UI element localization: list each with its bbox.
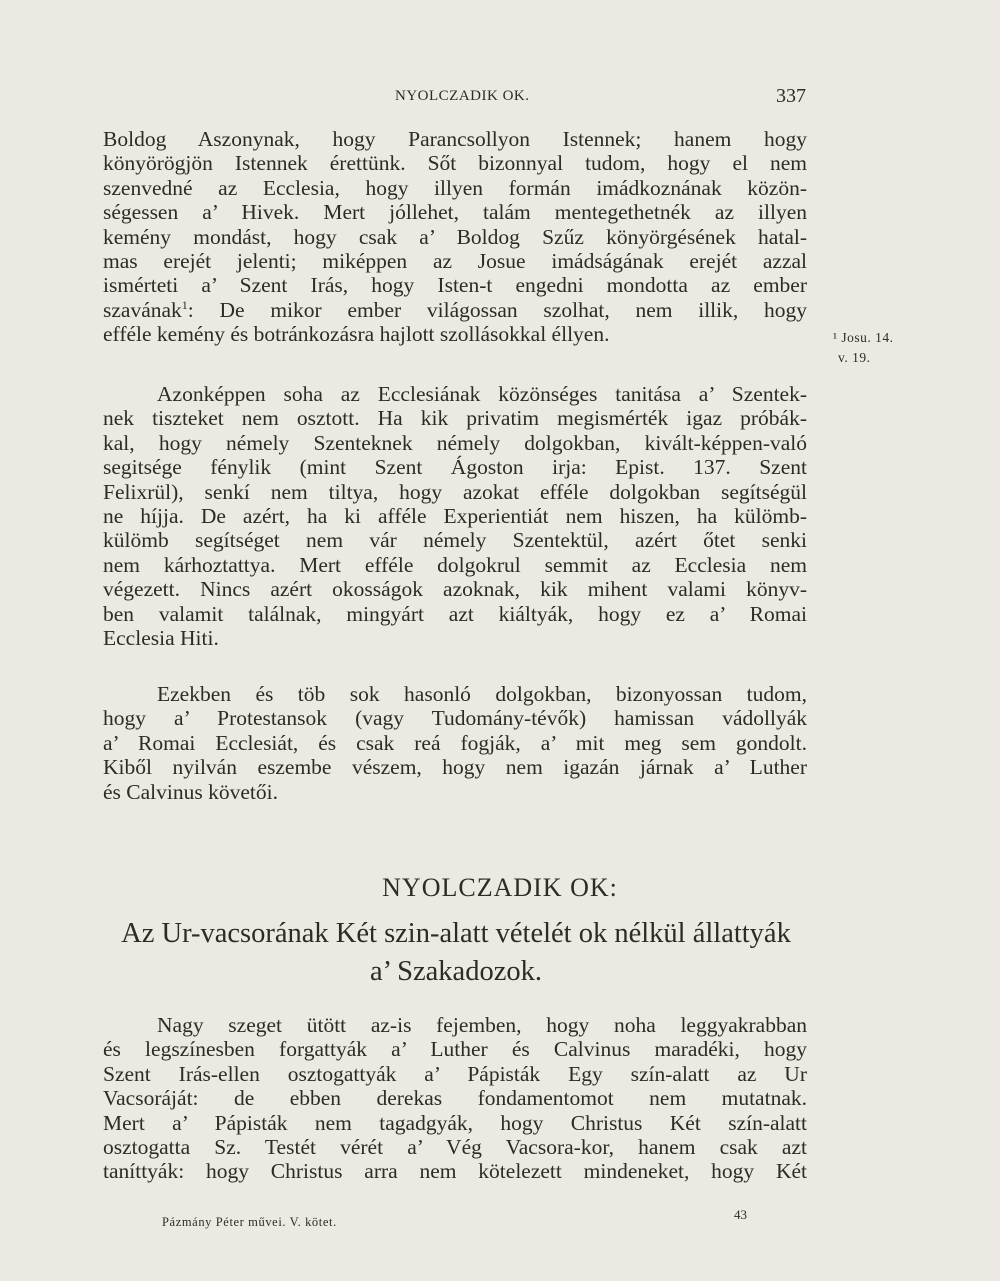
text-line: taníttyák: hogy Christus arra nem kötelezett mindeneket, hogy Két — [103, 1159, 807, 1184]
text-line: efféle kemény és botránkozásra hajlott szollásokkal éllyen. — [103, 322, 610, 347]
line-continuation: : De mikor ember világossan szolhat, nem illik, hogy — [187, 297, 807, 322]
text-line: Boldog Aszonynak, hogy Parancsollyon Istennek; hanem hogy — [103, 127, 807, 151]
footnote-marker: 1 — [181, 297, 188, 312]
text-line: ne híjja. De azért, ha ki afféle Experientiát nem hiszen, ha külömb- — [103, 503, 807, 528]
text-line: ben valamit találnak, mingyárt azt kiáltyák, hogy ez a’ Romai — [103, 601, 807, 626]
text-line: ismérteti a’ Szent Irás, hogy Isten-t engedni mondotta az ember — [103, 273, 807, 298]
text-line: Szent Irás-ellen osztogattyák a’ Pápisták Egy szín-alatt az Ur — [103, 1061, 807, 1086]
text-line: Nagy szeget ütött az-is fejemben, hogy noha leggyakrabban — [157, 1013, 807, 1037]
footer-sheet-number: 43 — [734, 1207, 747, 1222]
text-line: Felixrül), senkí nem tiltya, hogy azokat efféle dolgokban segítségül — [103, 479, 807, 504]
text-line: végezett. Nincs azért okosságok azoknak, kik mihent valami könyv- — [103, 577, 807, 602]
subtitle-line: Az Ur-vacsorának Két szin-alatt vételét ok nélkül állattyák — [121, 918, 791, 949]
margin-note-reference: ¹ Josu. 14. — [833, 330, 894, 345]
text-line: kemény mondást, hogy csak a’ Boldog Szűz könyörgésének hatal- — [103, 224, 807, 249]
chapter-subtitle — [100, 915, 812, 991]
paragraph-2 — [103, 382, 807, 650]
paragraph-3 — [103, 682, 807, 804]
text-line: Ezekben és töb sok hasonló dolgokban, bizonyossan tudom, — [157, 682, 807, 706]
text-line: ségessen a’ Hivek. Mert jóllehet, talám mentegethetnék az illyen — [103, 200, 807, 225]
text-line: szenvedné az Ecclesia, hogy illyen formán imádkoznának közön- — [103, 175, 807, 200]
text-line: külömb segítséget nem vár némely Szentektül, azért őtet senki — [103, 528, 807, 553]
running-head: NYOLCZADIK OK. — [395, 88, 530, 104]
text-line: nem kárhoztattya. Mert efféle dolgokrul semmit az Ecclesia nem — [103, 552, 807, 577]
text-line: Vacsoráját: de ebben derekas fondamentomot nem mutatnak. — [103, 1086, 807, 1111]
paragraph-1 — [103, 127, 807, 347]
subtitle-line: a’ Szakadozok. — [370, 956, 542, 987]
text-line: Mert a’ Pápisták nem tagadgyák, hogy Christus Két szín-alatt — [103, 1110, 807, 1135]
text-line: könyörögjön Istennek érettünk. Sőt bizonnyal tudom, hogy el nem — [103, 151, 807, 176]
text-line: Azonképpen soha az Ecclesiának közönséges tanitása a’ Szentek- — [157, 382, 807, 406]
text-line: mas erejét jelenti; miképpen az Josue imádságának erejét azzal — [103, 248, 807, 273]
margin-note-verse: v. 19. — [838, 350, 871, 365]
text-line: Kiből nyilván eszembe vészem, hogy nem igazán járnak a’ Luther — [103, 755, 807, 780]
text-line: osztogatta Sz. Testét vérét a’ Vég Vacsora-kor, hanem csak azt — [103, 1134, 807, 1159]
text-line: segitsége fénylik (mint Szent Ágoston irja: Epist. 137. Szent — [103, 455, 807, 480]
text-line: hogy a’ Protestansok (vagy Tudomány-tévők) hamissan vádollyák — [103, 706, 807, 731]
text-line: nek tiszteket nem osztott. Ha kik privatim megismérték igaz próbák- — [103, 406, 807, 431]
italic-phrase: szavának — [103, 297, 182, 322]
page-number: 337 — [776, 85, 806, 107]
chapter-heading: NYOLCZADIK OK: — [382, 873, 618, 902]
text-line: és Calvinus követői. — [103, 779, 278, 804]
text-line: a’ Romai Ecclesiát, és csak reá fogják, a’ mit meg sem gondolt. — [103, 730, 807, 755]
text-line: Ecclesia Hiti. — [103, 625, 219, 650]
text-line-with-footnote — [103, 298, 807, 322]
paragraph-4 — [103, 1013, 807, 1184]
text-line: és legszínesben forgattyák a’ Luther és Calvinus maradéki, hogy — [103, 1037, 807, 1062]
footer-signature: Pázmány Péter művei. V. kötet. — [162, 1215, 337, 1229]
text-line: kal, hogy némely Szenteknek némely dolgokban, kivált-képpen-való — [103, 430, 807, 455]
